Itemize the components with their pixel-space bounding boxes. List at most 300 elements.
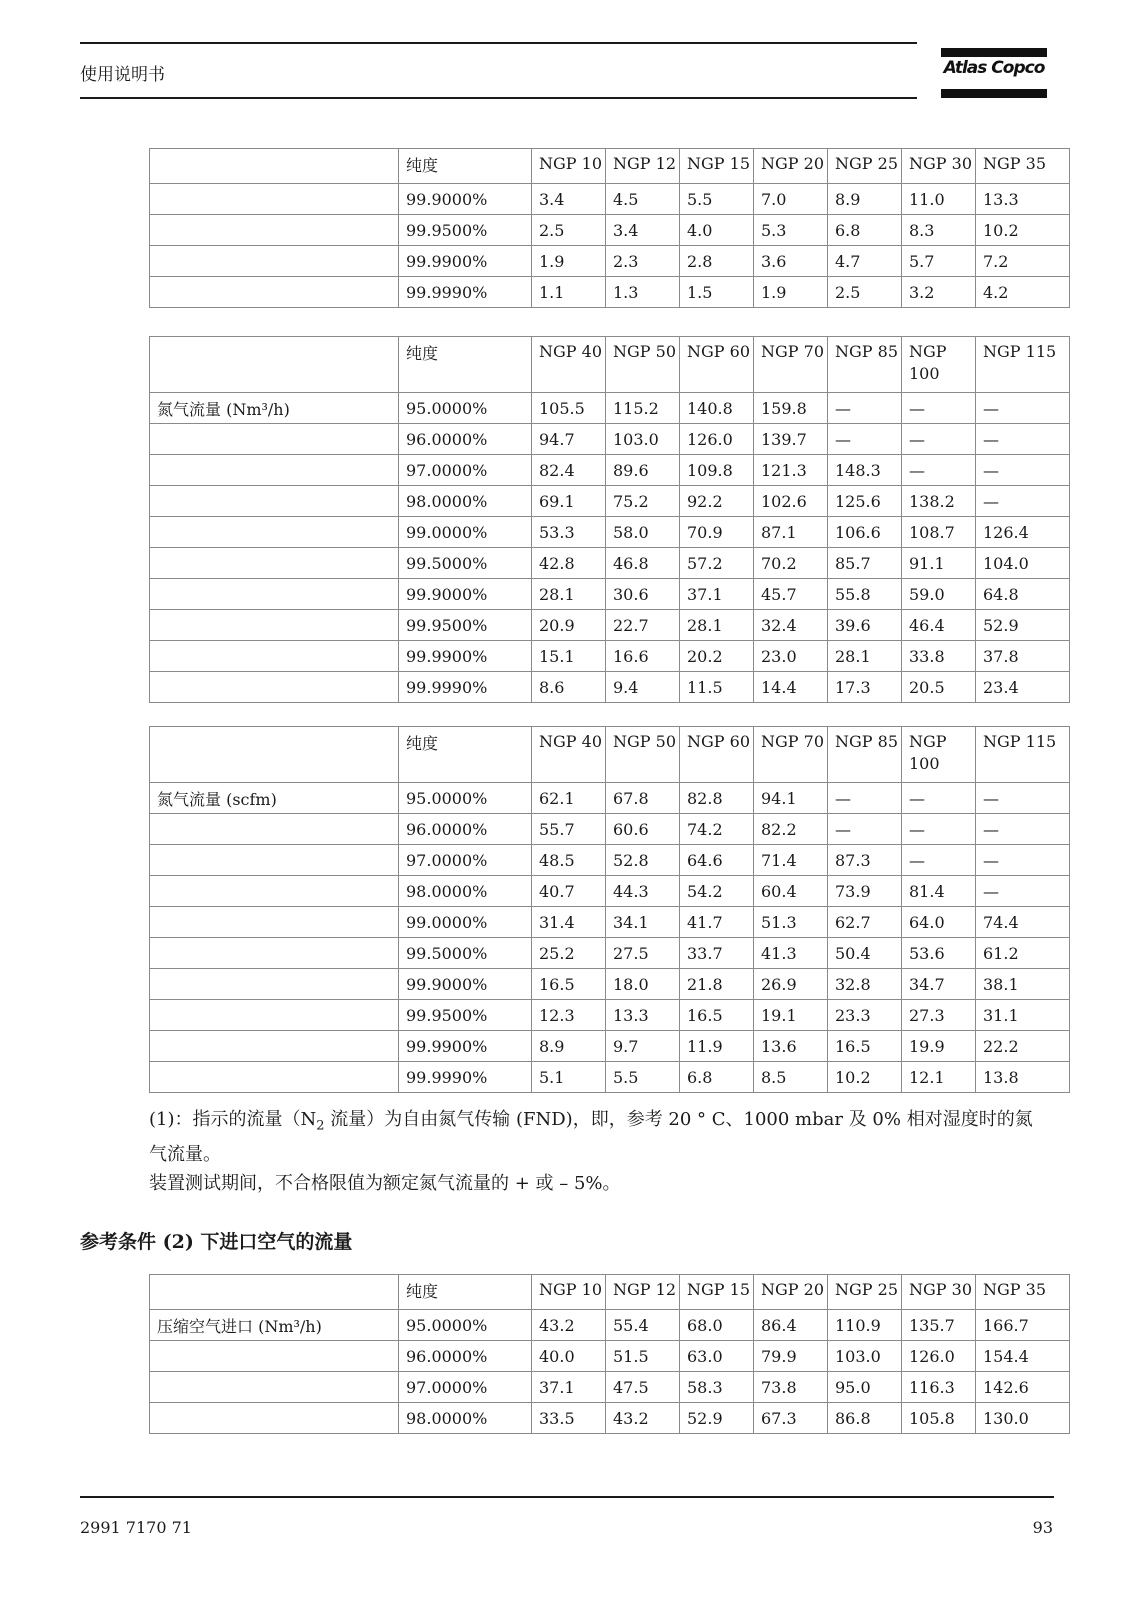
flow-value-cell: 8.9: [532, 1031, 606, 1062]
flow-value-cell: 61.2: [976, 938, 1070, 969]
model-column-header: NGP 25: [828, 149, 902, 184]
flow-value-cell: 92.2: [680, 486, 754, 517]
note-1-text-b: 流量）为自由氮气传输 (FND)，即，参考 20 ° C、1000 mbar 及 0% 相对湿度时的氮气流量。: [149, 1109, 1033, 1165]
flow-value-cell: 13.3: [976, 184, 1070, 215]
flow-value-cell: 79.9: [754, 1341, 828, 1372]
model-column-header: NGP 85: [828, 337, 902, 393]
flow-value-cell: 60.4: [754, 876, 828, 907]
row-label-cell: [150, 548, 399, 579]
header-bottom-rule: [80, 97, 917, 99]
purity-cell: 99.9500%: [399, 1000, 532, 1031]
flow-value-cell: 12.3: [532, 1000, 606, 1031]
model-column-header: NGP 100: [902, 337, 976, 393]
flow-value-cell: —: [976, 783, 1070, 814]
flow-value-cell: 11.0: [902, 184, 976, 215]
flow-value-cell: 40.7: [532, 876, 606, 907]
flow-value-cell: 116.3: [902, 1372, 976, 1403]
flow-value-cell: 75.2: [606, 486, 680, 517]
flow-value-cell: —: [828, 393, 902, 424]
flow-value-cell: —: [976, 845, 1070, 876]
flow-value-cell: 70.2: [754, 548, 828, 579]
flow-value-cell: 37.8: [976, 641, 1070, 672]
flow-value-cell: 50.4: [828, 938, 902, 969]
flow-value-cell: 1.1: [532, 277, 606, 308]
flow-value-cell: 37.1: [532, 1372, 606, 1403]
model-column-header: NGP 30: [902, 149, 976, 184]
flow-value-cell: 52.9: [976, 610, 1070, 641]
flow-value-cell: 86.4: [754, 1310, 828, 1341]
flow-value-cell: 55.7: [532, 814, 606, 845]
purity-cell: 98.0000%: [399, 876, 532, 907]
flow-value-cell: —: [902, 814, 976, 845]
table-row: [150, 184, 1070, 215]
model-column-header: NGP 40: [532, 727, 606, 783]
flow-value-cell: 57.2: [680, 548, 754, 579]
row-label-cell: [150, 876, 399, 907]
flow-value-cell: 11.5: [680, 672, 754, 703]
row-label-cell: [150, 1000, 399, 1031]
table-row: [150, 1403, 1070, 1434]
flow-value-cell: —: [902, 393, 976, 424]
flow-value-cell: 34.1: [606, 907, 680, 938]
purity-cell: 99.9990%: [399, 277, 532, 308]
model-column-header: NGP 35: [976, 149, 1070, 184]
flow-value-cell: —: [976, 424, 1070, 455]
flow-value-cell: 102.6: [754, 486, 828, 517]
flow-value-cell: 7.0: [754, 184, 828, 215]
row-label-cell: [150, 1031, 399, 1062]
flow-value-cell: 125.6: [828, 486, 902, 517]
flow-value-cell: 58.3: [680, 1372, 754, 1403]
flow-value-cell: 33.7: [680, 938, 754, 969]
model-column-header: NGP 10: [532, 149, 606, 184]
flow-value-cell: 16.6: [606, 641, 680, 672]
flow-value-cell: 3.4: [606, 215, 680, 246]
row-label-cell: 氮气流量 (scfm): [150, 783, 399, 814]
purity-column-header: 纯度: [399, 1275, 532, 1310]
row-label-cell: 压缩空气进口 (Nm³/h): [150, 1310, 399, 1341]
flow-value-cell: 47.5: [606, 1372, 680, 1403]
document-title: 使用说明书: [80, 65, 165, 85]
table-row: [150, 1000, 1070, 1031]
flow-value-cell: 126.4: [976, 517, 1070, 548]
flow-value-cell: 74.4: [976, 907, 1070, 938]
flow-value-cell: 40.0: [532, 1341, 606, 1372]
flow-value-cell: 39.6: [828, 610, 902, 641]
row-label-cell: [150, 814, 399, 845]
flow-value-cell: 148.3: [828, 455, 902, 486]
flow-value-cell: 30.6: [606, 579, 680, 610]
table-nitrogen-flow-scfm: [149, 726, 1070, 1093]
model-column-header: NGP 12: [606, 149, 680, 184]
purity-column-header: 纯度: [399, 337, 532, 393]
flow-value-cell: 20.9: [532, 610, 606, 641]
flow-value-cell: 20.2: [680, 641, 754, 672]
flow-value-cell: 31.1: [976, 1000, 1070, 1031]
flow-value-cell: 5.7: [902, 246, 976, 277]
row-label-cell: [150, 215, 399, 246]
flow-value-cell: 46.8: [606, 548, 680, 579]
flow-value-cell: —: [902, 845, 976, 876]
header-blank-cell: [150, 1275, 399, 1310]
flow-value-cell: 52.8: [606, 845, 680, 876]
flow-value-cell: 13.6: [754, 1031, 828, 1062]
model-column-header: NGP 40: [532, 337, 606, 393]
row-label-cell: [150, 184, 399, 215]
model-column-header: NGP 70: [754, 727, 828, 783]
flow-value-cell: 7.2: [976, 246, 1070, 277]
flow-value-cell: 44.3: [606, 876, 680, 907]
flow-value-cell: 32.4: [754, 610, 828, 641]
flow-value-cell: 1.5: [680, 277, 754, 308]
purity-cell: 99.5000%: [399, 938, 532, 969]
model-column-header: NGP 30: [902, 1275, 976, 1310]
flow-value-cell: 73.8: [754, 1372, 828, 1403]
table-header-row: [150, 337, 1070, 393]
flow-value-cell: 16.5: [680, 1000, 754, 1031]
table-row: [150, 215, 1070, 246]
purity-cell: 97.0000%: [399, 455, 532, 486]
row-label-cell: [150, 277, 399, 308]
flow-value-cell: 60.6: [606, 814, 680, 845]
flow-value-cell: 1.9: [754, 277, 828, 308]
flow-value-cell: 105.8: [902, 1403, 976, 1434]
purity-cell: 99.9500%: [399, 610, 532, 641]
flow-value-cell: 82.4: [532, 455, 606, 486]
flow-value-cell: 70.9: [680, 517, 754, 548]
model-column-header: NGP 50: [606, 727, 680, 783]
purity-cell: 99.9900%: [399, 641, 532, 672]
purity-cell: 95.0000%: [399, 783, 532, 814]
flow-value-cell: 5.5: [680, 184, 754, 215]
flow-value-cell: 52.9: [680, 1403, 754, 1434]
table-row: [150, 548, 1070, 579]
flow-value-cell: 15.1: [532, 641, 606, 672]
flow-value-cell: 16.5: [828, 1031, 902, 1062]
table-row: [150, 1372, 1070, 1403]
flow-value-cell: 28.1: [828, 641, 902, 672]
flow-value-cell: —: [902, 424, 976, 455]
flow-value-cell: 82.8: [680, 783, 754, 814]
header-top-rule: [80, 42, 917, 44]
logo-text: Atlas Copco: [943, 58, 1045, 78]
flow-value-cell: 126.0: [680, 424, 754, 455]
table-header-row: [150, 1275, 1070, 1310]
flow-value-cell: 38.1: [976, 969, 1070, 1000]
purity-cell: 99.9000%: [399, 579, 532, 610]
flow-value-cell: 2.5: [828, 277, 902, 308]
table-row: [150, 672, 1070, 703]
flow-value-cell: 63.0: [680, 1341, 754, 1372]
table-flow-ngp10-35: [149, 148, 1070, 308]
flow-value-cell: 45.7: [754, 579, 828, 610]
flow-value-cell: 62.7: [828, 907, 902, 938]
flow-value-cell: 64.6: [680, 845, 754, 876]
flow-value-cell: 159.8: [754, 393, 828, 424]
flow-value-cell: 109.8: [680, 455, 754, 486]
flow-value-cell: 19.1: [754, 1000, 828, 1031]
flow-value-cell: 42.8: [532, 548, 606, 579]
flow-value-cell: 95.0: [828, 1372, 902, 1403]
flow-value-cell: 105.5: [532, 393, 606, 424]
row-label-cell: [150, 641, 399, 672]
flow-value-cell: 10.2: [828, 1062, 902, 1093]
flow-value-cell: 37.1: [680, 579, 754, 610]
flow-value-cell: —: [976, 876, 1070, 907]
flow-value-cell: 18.0: [606, 969, 680, 1000]
table-row: [150, 1031, 1070, 1062]
flow-value-cell: 94.7: [532, 424, 606, 455]
purity-cell: 95.0000%: [399, 393, 532, 424]
flow-value-cell: —: [902, 783, 976, 814]
flow-value-cell: 32.8: [828, 969, 902, 1000]
flow-value-cell: 28.1: [532, 579, 606, 610]
flow-value-cell: 4.2: [976, 277, 1070, 308]
flow-value-cell: —: [976, 814, 1070, 845]
row-label-cell: [150, 424, 399, 455]
flow-value-cell: 13.3: [606, 1000, 680, 1031]
flow-value-cell: 34.7: [902, 969, 976, 1000]
flow-value-cell: 5.5: [606, 1062, 680, 1093]
flow-value-cell: 59.0: [902, 579, 976, 610]
flow-value-cell: 12.1: [902, 1062, 976, 1093]
table-row: [150, 486, 1070, 517]
row-label-cell: [150, 1403, 399, 1434]
model-column-header: NGP 35: [976, 1275, 1070, 1310]
table-row: [150, 455, 1070, 486]
flow-value-cell: 68.0: [680, 1310, 754, 1341]
purity-cell: 96.0000%: [399, 814, 532, 845]
model-column-header: NGP 100: [902, 727, 976, 783]
flow-value-cell: 2.8: [680, 246, 754, 277]
flow-value-cell: 126.0: [902, 1341, 976, 1372]
note-flow-definition: [149, 1106, 1049, 1169]
row-label-cell: [150, 246, 399, 277]
row-label-cell: [150, 610, 399, 641]
table-header-row: [150, 149, 1070, 184]
flow-value-cell: 104.0: [976, 548, 1070, 579]
section-heading-inlet-air: 参考条件 (2) 下进口空气的流量: [80, 1231, 353, 1253]
model-column-header: NGP 12: [606, 1275, 680, 1310]
footer-document-number: 2991 7170 71: [80, 1518, 192, 1537]
flow-value-cell: 51.5: [606, 1341, 680, 1372]
table-nitrogen-flow-nm3h: [149, 336, 1070, 703]
flow-value-cell: 142.6: [976, 1372, 1070, 1403]
model-column-header: NGP 25: [828, 1275, 902, 1310]
flow-value-cell: 87.1: [754, 517, 828, 548]
flow-value-cell: 135.7: [902, 1310, 976, 1341]
flow-value-cell: 41.3: [754, 938, 828, 969]
table-row: [150, 424, 1070, 455]
table-row: [150, 517, 1070, 548]
model-column-header: NGP 50: [606, 337, 680, 393]
purity-cell: 99.9000%: [399, 184, 532, 215]
flow-value-cell: 71.4: [754, 845, 828, 876]
flow-value-cell: 121.3: [754, 455, 828, 486]
flow-value-cell: 13.8: [976, 1062, 1070, 1093]
flow-value-cell: 53.3: [532, 517, 606, 548]
flow-value-cell: 53.6: [902, 938, 976, 969]
flow-value-cell: 17.3: [828, 672, 902, 703]
flow-value-cell: 81.4: [902, 876, 976, 907]
purity-column-header: 纯度: [399, 727, 532, 783]
purity-cell: 99.9990%: [399, 672, 532, 703]
row-label-cell: [150, 1062, 399, 1093]
flow-value-cell: 8.3: [902, 215, 976, 246]
flow-value-cell: 14.4: [754, 672, 828, 703]
flow-value-cell: 54.2: [680, 876, 754, 907]
header-blank-cell: [150, 727, 399, 783]
flow-value-cell: 2.5: [532, 215, 606, 246]
flow-value-cell: 139.7: [754, 424, 828, 455]
model-column-header: NGP 15: [680, 149, 754, 184]
flow-value-cell: 19.9: [902, 1031, 976, 1062]
flow-value-cell: 110.9: [828, 1310, 902, 1341]
purity-cell: 97.0000%: [399, 845, 532, 876]
table-row: [150, 814, 1070, 845]
table-row: [150, 783, 1070, 814]
table-header-row: [150, 727, 1070, 783]
flow-value-cell: —: [828, 783, 902, 814]
flow-value-cell: 9.4: [606, 672, 680, 703]
model-column-header: NGP 70: [754, 337, 828, 393]
flow-value-cell: 140.8: [680, 393, 754, 424]
flow-value-cell: 33.8: [902, 641, 976, 672]
table-row: [150, 393, 1070, 424]
note-1-subscript: 2: [316, 1118, 325, 1134]
flow-value-cell: 22.2: [976, 1031, 1070, 1062]
flow-value-cell: 64.0: [902, 907, 976, 938]
model-column-header: NGP 20: [754, 1275, 828, 1310]
flow-value-cell: 130.0: [976, 1403, 1070, 1434]
row-label-cell: [150, 1341, 399, 1372]
flow-value-cell: 23.4: [976, 672, 1070, 703]
flow-value-cell: 3.4: [532, 184, 606, 215]
flow-value-cell: 103.0: [828, 1341, 902, 1372]
flow-value-cell: 9.7: [606, 1031, 680, 1062]
flow-value-cell: 55.4: [606, 1310, 680, 1341]
flow-value-cell: 43.2: [606, 1403, 680, 1434]
table-row: [150, 845, 1070, 876]
flow-value-cell: 5.3: [754, 215, 828, 246]
flow-value-cell: 4.7: [828, 246, 902, 277]
flow-value-cell: 67.8: [606, 783, 680, 814]
row-label-cell: [150, 486, 399, 517]
table-row: [150, 938, 1070, 969]
flow-value-cell: 11.9: [680, 1031, 754, 1062]
flow-value-cell: 82.2: [754, 814, 828, 845]
logo-bar-top: [941, 48, 1047, 57]
purity-cell: 99.9900%: [399, 1031, 532, 1062]
table-row: [150, 641, 1070, 672]
flow-value-cell: 31.4: [532, 907, 606, 938]
flow-value-cell: —: [976, 455, 1070, 486]
flow-value-cell: 85.7: [828, 548, 902, 579]
row-label-cell: [150, 907, 399, 938]
purity-cell: 97.0000%: [399, 1372, 532, 1403]
flow-value-cell: 89.6: [606, 455, 680, 486]
model-column-header: NGP 115: [976, 727, 1070, 783]
flow-value-cell: 3.2: [902, 277, 976, 308]
row-label-cell: 氮气流量 (Nm³/h): [150, 393, 399, 424]
purity-cell: 99.5000%: [399, 548, 532, 579]
footer-rule: [80, 1496, 1054, 1498]
row-label-cell: [150, 845, 399, 876]
flow-value-cell: —: [828, 814, 902, 845]
flow-value-cell: 41.7: [680, 907, 754, 938]
footer-page-number: 93: [1032, 1518, 1053, 1537]
flow-value-cell: 46.4: [902, 610, 976, 641]
note-1-text-a: (1)：指示的流量（N: [149, 1109, 317, 1130]
model-column-header: NGP 60: [680, 727, 754, 783]
flow-value-cell: 4.0: [680, 215, 754, 246]
flow-value-cell: 27.3: [902, 1000, 976, 1031]
header-blank-cell: [150, 337, 399, 393]
purity-cell: 99.9000%: [399, 969, 532, 1000]
model-column-header: NGP 15: [680, 1275, 754, 1310]
flow-value-cell: 1.9: [532, 246, 606, 277]
flow-value-cell: 16.5: [532, 969, 606, 1000]
flow-value-cell: 25.2: [532, 938, 606, 969]
row-label-cell: [150, 938, 399, 969]
flow-value-cell: 8.6: [532, 672, 606, 703]
flow-value-cell: 5.1: [532, 1062, 606, 1093]
table-row: [150, 969, 1070, 1000]
flow-value-cell: 115.2: [606, 393, 680, 424]
flow-value-cell: 64.8: [976, 579, 1070, 610]
flow-value-cell: 91.1: [902, 548, 976, 579]
flow-value-cell: 33.5: [532, 1403, 606, 1434]
flow-value-cell: 4.5: [606, 184, 680, 215]
flow-value-cell: 23.3: [828, 1000, 902, 1031]
flow-value-cell: 74.2: [680, 814, 754, 845]
flow-value-cell: 21.8: [680, 969, 754, 1000]
flow-value-cell: 43.2: [532, 1310, 606, 1341]
flow-value-cell: —: [828, 424, 902, 455]
flow-value-cell: —: [902, 455, 976, 486]
flow-value-cell: 26.9: [754, 969, 828, 1000]
purity-cell: 95.0000%: [399, 1310, 532, 1341]
note-tolerance: 装置测试期间，不合格限值为额定氮气流量的 + 或 – 5%。: [149, 1173, 621, 1194]
row-label-cell: [150, 517, 399, 548]
flow-value-cell: 73.9: [828, 876, 902, 907]
table-row: [150, 579, 1070, 610]
model-column-header: NGP 10: [532, 1275, 606, 1310]
model-column-header: NGP 20: [754, 149, 828, 184]
table-row: [150, 907, 1070, 938]
flow-value-cell: 6.8: [680, 1062, 754, 1093]
purity-cell: 99.9900%: [399, 246, 532, 277]
model-column-header: NGP 115: [976, 337, 1070, 393]
flow-value-cell: 27.5: [606, 938, 680, 969]
flow-value-cell: 2.3: [606, 246, 680, 277]
flow-value-cell: 1.3: [606, 277, 680, 308]
row-label-cell: [150, 969, 399, 1000]
flow-value-cell: 55.8: [828, 579, 902, 610]
row-label-cell: [150, 1372, 399, 1403]
flow-value-cell: 8.5: [754, 1062, 828, 1093]
purity-cell: 99.9990%: [399, 1062, 532, 1093]
flow-value-cell: 62.1: [532, 783, 606, 814]
flow-value-cell: 154.4: [976, 1341, 1070, 1372]
model-column-header: NGP 85: [828, 727, 902, 783]
flow-value-cell: —: [976, 486, 1070, 517]
table-row: [150, 876, 1070, 907]
table-row: [150, 277, 1070, 308]
flow-value-cell: 103.0: [606, 424, 680, 455]
flow-value-cell: 108.7: [902, 517, 976, 548]
purity-cell: 99.0000%: [399, 517, 532, 548]
